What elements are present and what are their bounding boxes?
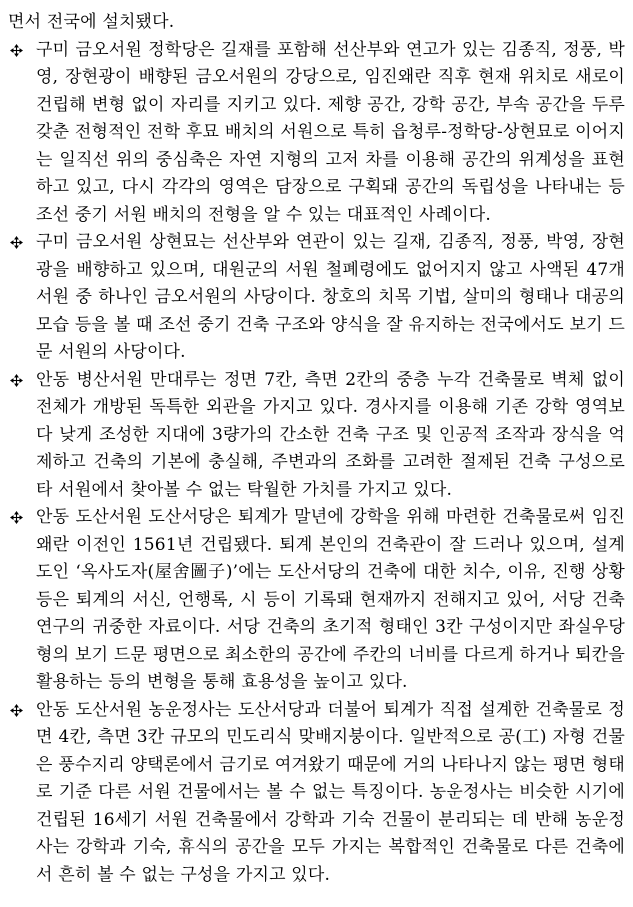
four-arrow-bullet-icon — [10, 44, 23, 57]
list-item-text: 구미 금오서원 상현묘는 선산부와 연관이 있는 길재, 김종직, 정풍, 박영, 장현광을 배향하고 있으며, 대원군의 서원 철폐령에도 없어지지 않고 사액된 47개 서원 중 하나인 금오서원의 사당이다. 창호의 치목 기법, 살미의 형태나 대공의 모습 등을 볼 때 조선 중기 건축 구조와 양식을 잘 유지하는 전국에서도 보기 드문 서원의 사당이다. — [36, 232, 625, 362]
list-item-text: 구미 금오서원 정학당은 길재를 포함해 선산부와 연고가 있는 김종직, 정풍, 박영, 장현광이 배향된 금오서원의 강당으로, 임진왜란 직후 현재 위치로 새로이 건립해 변형 없이 자리를 지키고 있다. 제향 공간, 강학 공간, 부속 공간을 두루 갖춘 전형적인 전학 후묘 배치의 서원으로 특히 읍청루-정학당-상현묘로 이어지는 일직선 위의 중심축은 자연 지형의 고저 차를 이용해 공간의 위계성을 표현하고 있고, 다시 각각의 영역은 담장으로 구획돼 공간의 독립성을 나타내는 등 조선 중기 서원 배치의 전형을 알 수 있는 대표적인 사례이다. — [36, 39, 625, 225]
list-item — [8, 504, 625, 697]
list-item-text: 안동 도산서원 도산서당은 퇴계가 말년에 강학을 위해 마련한 건축물로써 임진왜란 이전인 1561년 건립됐다. 퇴계 본인의 건축관이 잘 드러나 있으며, 설계도인 ‘옥사도자(屋舍圖子)’에는 도산서당의 건축에 대한 치수, 이유, 진행 상황 등은 퇴계의 서신, 언행록, 시 등이 기록돼 현재까지 전해지고 있어, 서당 건축 연구의 귀중한 자료이다. 서당 건축의 초기적 형태인 3칸 구성이지만 좌실우당형의 보기 드문 평면으로 최소한의 공간에 주칸의 너비를 다르게 하거나 퇴칸을 활용하는 등의 변형을 통해 효용성을 높이고 있다. — [36, 507, 625, 692]
list-item-text: 안동 도산서원 농운정사는 도산서당과 더불어 퇴계가 직접 설계한 건축물로 정면 4칸, 측면 3칸 규모의 민도리식 맞배지붕이다. 일반적으로 공(工) 자형 건물은 풍수지리 양택론에서 금기로 여겨왔기 때문에 거의 나타나지 않는 평면 형태로 기준 다른 서원 건물에서는 볼 수 없는 특징이다. 농운정사는 비슷한 시기에 건립된 16세기 서원 건축물에서 강학과 기숙 건물이 분리되는 데 반해 농운정사는 강학과 기숙, 휴식의 공간을 모두 가지는 복합적인 건축물로 다른 건축에서 흔히 볼 수 없는 구성을 가지고 있다. — [36, 699, 625, 885]
list-item — [8, 367, 625, 505]
list-item — [8, 37, 625, 230]
list-item — [8, 697, 625, 890]
four-arrow-bullet-icon — [10, 511, 23, 524]
four-arrow-bullet-icon — [10, 704, 23, 717]
list-item-text: 안동 병산서원 만대루는 정면 7칸, 측면 2칸의 중층 누각 건축물로 벽체 없이 전체가 개방된 독특한 외관을 가지고 있다. 경사지를 이용해 기존 강학 영역보다 낮게 조성한 지대에 3량가의 간소한 건축 구조 및 인공적 조작과 장식을 억제하고 건축의 기본에 충실해, 주변과의 조화를 고려한 절제된 건축 구성으로 타 서원에서 찾아볼 수 없는 탁월한 가치를 가지고 있다. — [36, 369, 625, 500]
list-item — [8, 229, 625, 367]
intro-paragraph: 면서 전국에 설치됐다. — [8, 12, 175, 32]
four-arrow-bullet-icon — [10, 374, 23, 387]
four-arrow-bullet-icon — [10, 236, 23, 249]
